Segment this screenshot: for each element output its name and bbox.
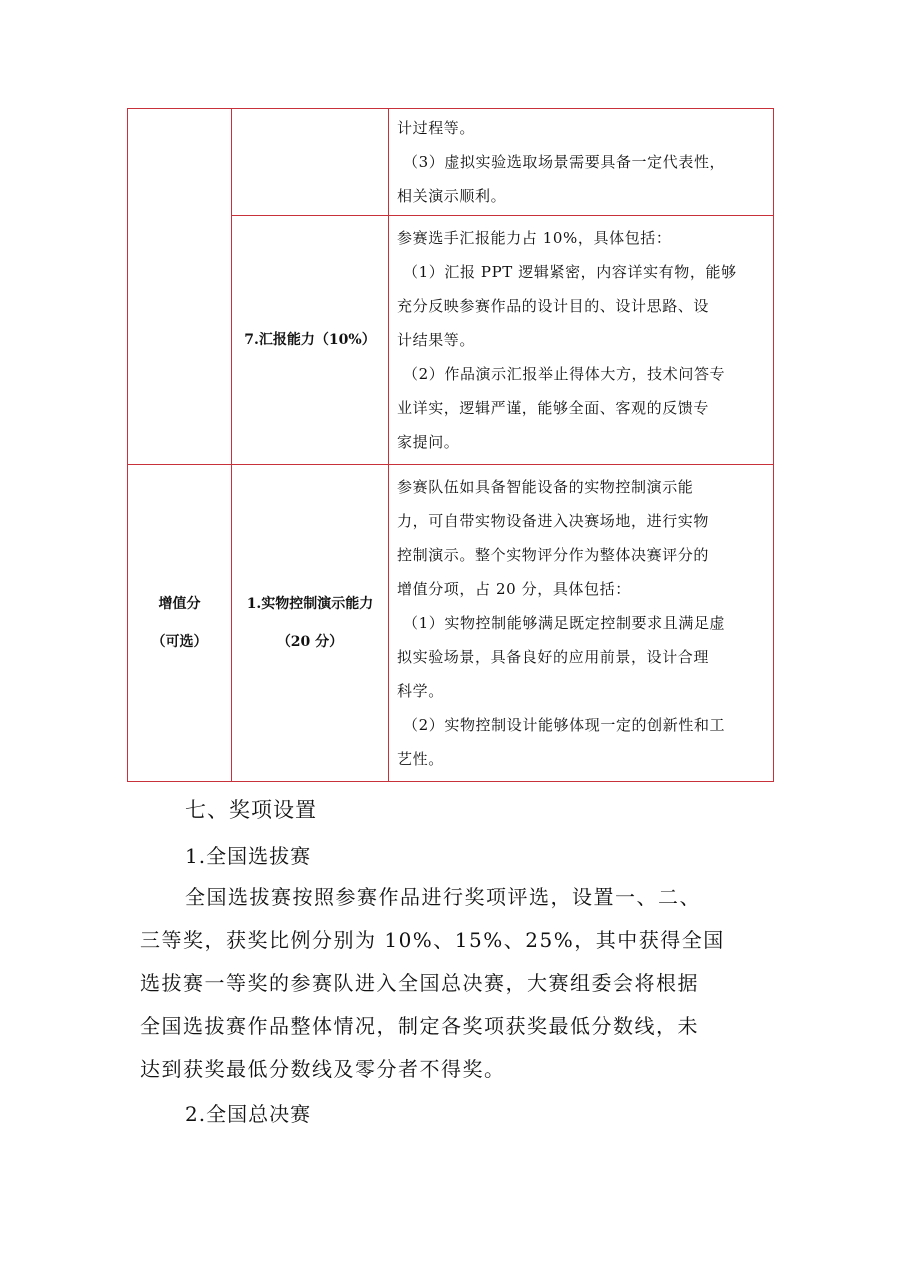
description-line: 艺性。 <box>397 750 444 768</box>
description-line: 参赛队伍如具备智能设备的实物控制演示能 <box>397 478 694 496</box>
description-line: （2）实物控制设计能够体现一定的创新性和工 <box>403 716 726 734</box>
paragraph-line: 达到获奖最低分数线及零分者不得奖。 <box>140 1057 506 1081</box>
section-heading: 七、奖项设置 <box>185 798 317 822</box>
item-cell-empty <box>232 109 389 216</box>
paragraph-line: 全国选拔赛按照参赛作品进行奖项评选，设置一、二、 <box>185 885 701 909</box>
description-cell <box>389 109 774 216</box>
paragraph-line: 选拔赛一等奖的参赛队进入全国总决赛，大赛组委会将根据 <box>140 971 699 995</box>
subsection-heading: 2.全国总决赛 <box>185 1102 312 1126</box>
table-row <box>128 465 774 782</box>
subsection-heading: 1.全国选拔赛 <box>185 844 312 868</box>
item-cell <box>232 465 389 782</box>
description-line: （1）实物控制能够满足既定控制要求且满足虚 <box>403 614 726 632</box>
description-line: 业详实，逻辑严谨，能够全面、客观的反馈专 <box>397 399 710 417</box>
category-label-line1: 增值分 <box>158 596 201 612</box>
description-line: 参赛选手汇报能力占 10%，具体包括： <box>397 229 672 247</box>
category-label-line2: （可选） <box>151 634 208 650</box>
item-label: 7.汇报能力（10%） <box>244 332 376 348</box>
description-line: 充分反映参赛作品的设计目的、设计思路、设 <box>397 297 710 315</box>
description-cell <box>389 216 774 465</box>
description-line: 相关演示顺利。 <box>397 187 507 205</box>
description-line: 计结果等。 <box>397 331 476 349</box>
category-cell <box>128 465 232 782</box>
description-line: 家提问。 <box>397 433 460 451</box>
description-line: 控制演示。整个实物评分作为整体决赛评分的 <box>397 546 710 564</box>
scoring-table <box>127 108 774 782</box>
paragraph-line: 全国选拔赛作品整体情况，制定各奖项获奖最低分数线，未 <box>140 1014 699 1038</box>
description-line: （1）汇报 PPT 逻辑紧密，内容详实有物，能够 <box>403 263 737 281</box>
description-line: 计过程等。 <box>397 119 476 137</box>
item-cell <box>232 216 389 465</box>
description-line: 拟实验场景，具备良好的应用前景，设计合理 <box>397 648 710 666</box>
description-line: （2）作品演示汇报举止得体大方，技术问答专 <box>403 365 726 383</box>
description-line: 科学。 <box>397 682 444 700</box>
description-line: 力，可自带实物设备进入决赛场地，进行实物 <box>397 512 710 530</box>
item-label-line1: 1.实物控制演示能力 <box>246 596 374 612</box>
paragraph-line: 三等奖，获奖比例分别为 10%、15%、25%，其中获得全国 <box>140 928 725 952</box>
description-line: 增值分项，占 20 分，具体包括： <box>397 580 631 598</box>
category-cell-empty <box>128 109 232 465</box>
item-label-line2: （20 分） <box>276 634 344 650</box>
description-cell <box>389 465 774 782</box>
body-paragraph <box>140 876 765 1091</box>
table-row <box>128 109 774 216</box>
description-line: （3）虚拟实验选取场景需要具备一定代表性， <box>403 153 726 171</box>
